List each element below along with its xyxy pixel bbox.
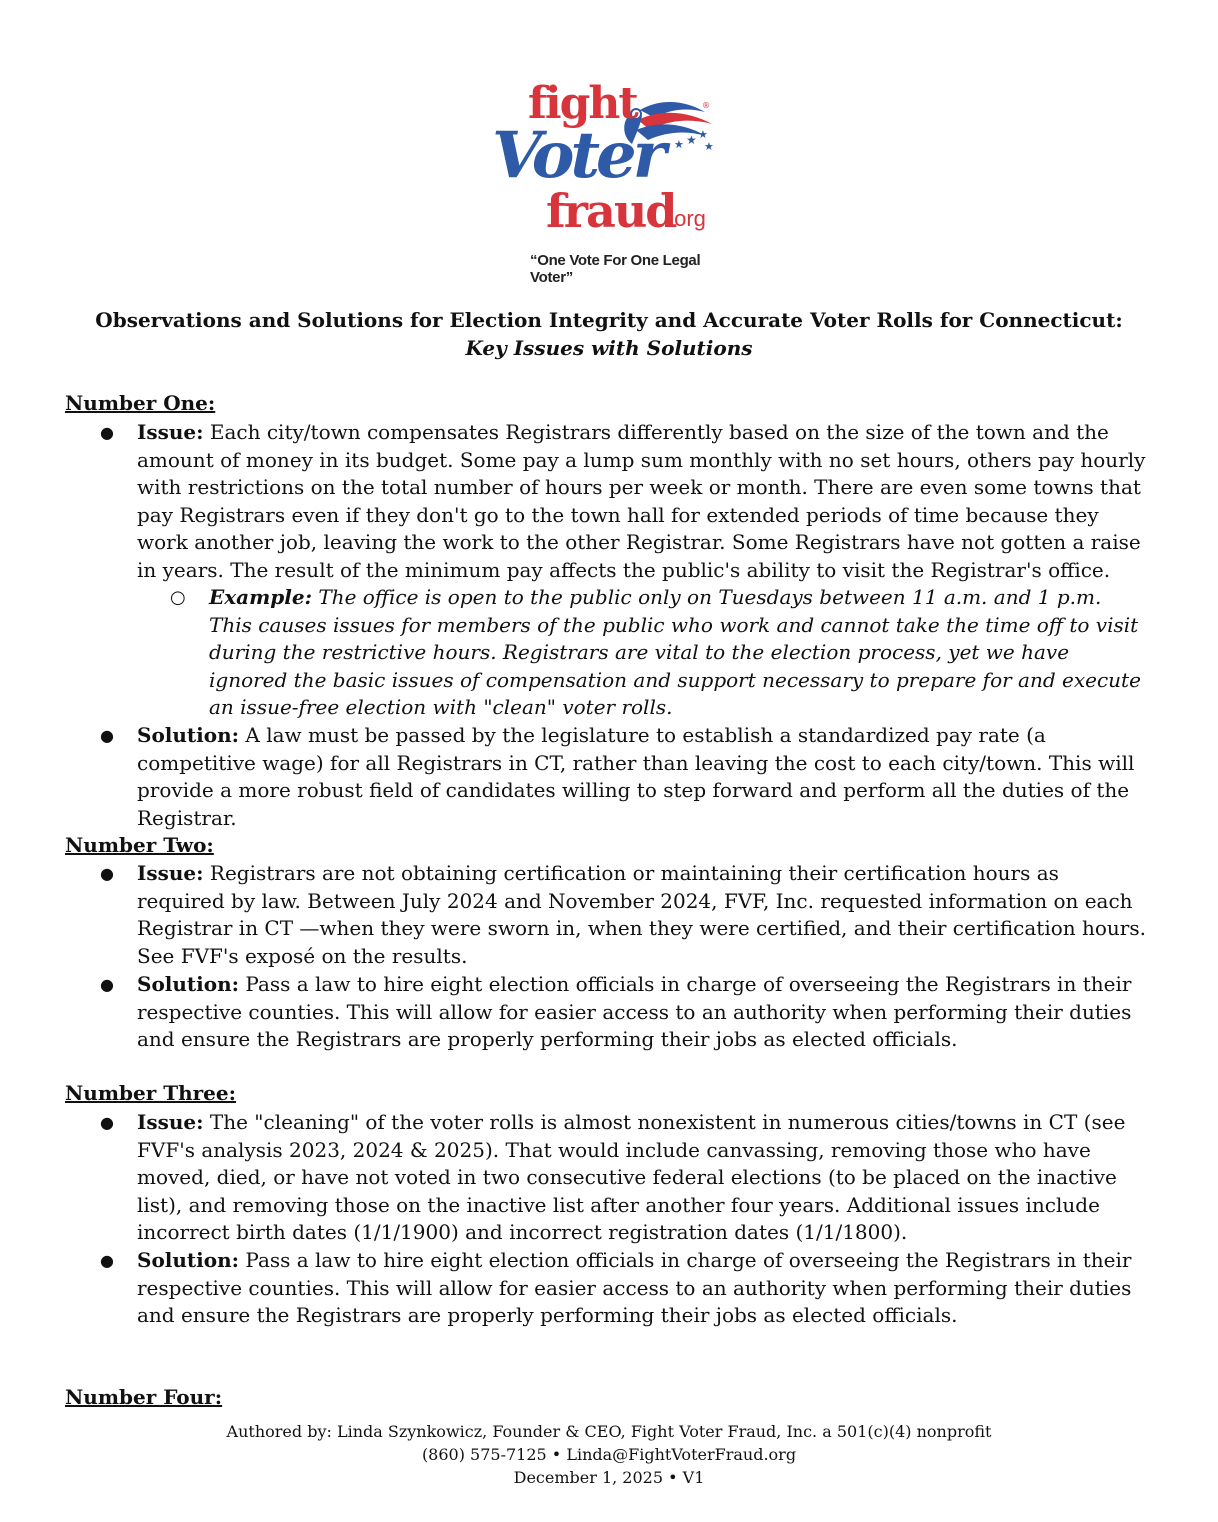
svg-text:★: ★	[704, 140, 714, 153]
document-subtitle: Key Issues with Solutions	[465, 336, 753, 360]
svg-text:★: ★	[698, 128, 708, 141]
bullet-icon: ●	[100, 423, 114, 442]
footer-date: December 1, 2025 • V1	[513, 1468, 705, 1487]
example-paragraph-one	[209, 584, 1149, 722]
solution-paragraph-two	[137, 971, 1147, 1054]
section-heading-three: Number Three:	[65, 1081, 236, 1105]
document-title: Observations and Solutions for Election Integrity and Accurate Voter Rolls for Connecticut:	[95, 308, 1123, 332]
issue-paragraph-one	[137, 419, 1147, 585]
issue-paragraph-three	[137, 1109, 1147, 1247]
logo-word-voter: Voter	[492, 118, 663, 193]
issue-text: Each city/town compensates Registrars differently based on the size of the town and the amount of money in its budget. Some pay a lump sum monthly with no set hours, others pay hourly with restrictions on the total number of hours per week or month. There are even some towns that pay Registrars even if they don't go to the town hall for extended periods of time because they work another job, leaving the work to the other Registrar. Some Registrars have not gotten a raise in years. The result of the minimum pay affects the public's ability to visit the Registrar's office.	[137, 420, 1146, 582]
example-label: Example:	[209, 585, 312, 609]
bullet-icon: ●	[100, 1113, 114, 1132]
solution-text: Pass a law to hire eight election officials in charge of overseeing the Registrars in their respective counties. This will allow for easier access to an authority when performing their duties and ensure the Registrars are properly performing their jobs as elected officials.	[137, 972, 1132, 1052]
issue-label: Issue:	[137, 420, 204, 444]
example-text: The office is open to the public only on Tuesdays between 11 a.m. and 1 p.m. This causes issues for members of the public who work and cannot take the time off to visit during the restrictive hours. Registrars are vital to the election process, yet we have ignored the basic issues of compensation and support necessary to prepare for and execute an issue-free election with "clean" voter rolls.	[209, 585, 1141, 720]
issue-paragraph-two	[137, 860, 1147, 970]
bullet-icon: ●	[100, 1251, 114, 1270]
svg-text:★: ★	[686, 133, 697, 147]
solution-paragraph-one	[137, 722, 1147, 832]
bullet-icon: ●	[100, 864, 114, 883]
solution-label: Solution:	[137, 972, 240, 996]
bullet-icon: ●	[100, 726, 114, 745]
section-heading-two: Number Two:	[65, 833, 214, 857]
solution-label: Solution:	[137, 723, 240, 747]
logo-tagline: “One Vote For One Legal Voter”	[530, 252, 701, 286]
logo-word-org: .org	[668, 206, 706, 231]
section-heading-one: Number One:	[65, 391, 216, 415]
fight-voter-fraud-logo	[490, 78, 730, 286]
footer-contact: (860) 575-7125 • Linda@FightVoterFraud.org	[421, 1445, 797, 1464]
solution-paragraph-three	[137, 1247, 1147, 1330]
logo-word-fraud: fraud	[546, 184, 676, 238]
solution-text: Pass a law to hire eight election officials in charge of overseeing the Registrars in their respective counties. This will allow for easier access to an authority when performing their duties and ensure the Registrars are properly performing their jobs as elected officials.	[137, 1248, 1132, 1328]
svg-text:®: ®	[702, 101, 710, 110]
bullet-icon: ●	[100, 975, 114, 994]
svg-text:★: ★	[674, 138, 684, 151]
logo-word-fight: fight	[528, 78, 637, 129]
issue-text: Registrars are not obtaining certification or maintaining their certification hours as required by law. Between July 2024 and November 2024, FVF, Inc. requested information on each Registrar in CT —when they were sworn in, when they were certified, and their certification hours. See FVF's exposé on the results.	[137, 861, 1146, 968]
section-heading-four: Number Four:	[65, 1385, 223, 1409]
footer-author: Authored by: Linda Szynkowicz, Founder & CEO, Fight Voter Fraud, Inc. a 501(c)(4) nonprofit	[226, 1422, 992, 1441]
solution-text: A law must be passed by the legislature to establish a standardized pay rate (a competitive wage) for all Registrars in CT, rather than leaving the cost to each city/town. This will provide a more robust field of candidates willing to step forward and perform all the duties of the Registrar.	[137, 723, 1135, 830]
solution-label: Solution:	[137, 1248, 240, 1272]
issue-label: Issue:	[137, 861, 204, 885]
issue-label: Issue:	[137, 1110, 204, 1134]
issue-text: The "cleaning" of the voter rolls is almost nonexistent in numerous cities/towns in CT (see FVF's analysis 2023, 2024 & 2025). That would include canvassing, removing those who have moved, died, or have not voted in two consecutive federal elections (to be placed on the inactive list), and removing those on the inactive list after another four years. Additional issues include incorrect birth dates (1/1/1900) and incorrect registration dates (1/1/1800).	[137, 1110, 1126, 1245]
hollow-bullet-icon: ○	[170, 587, 186, 608]
